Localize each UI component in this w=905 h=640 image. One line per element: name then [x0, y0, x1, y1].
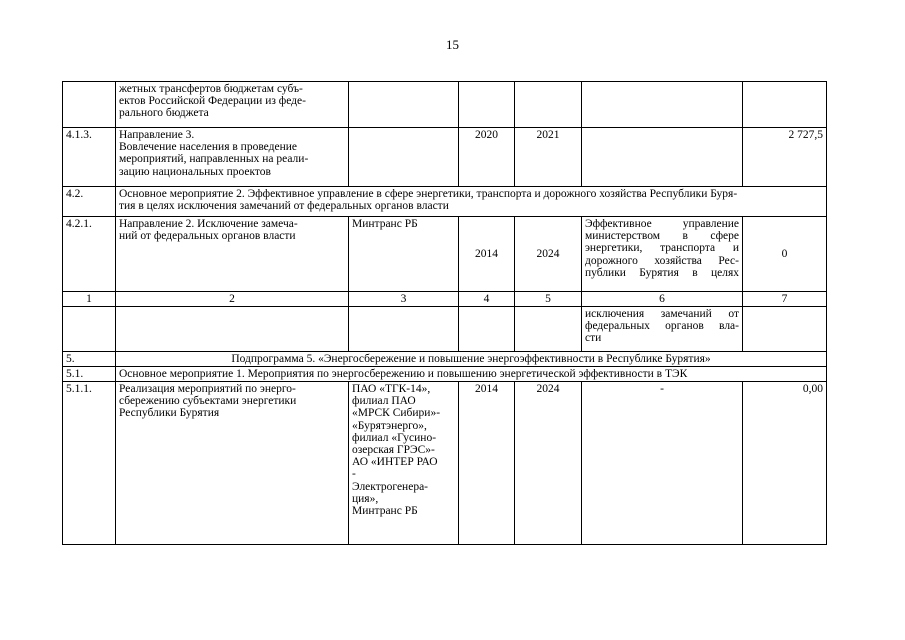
- cell-executor: [349, 128, 459, 187]
- cell-number: 4.2.1.: [63, 217, 116, 292]
- cell-name: жетных трансфертов бюджетам субъ- ектов Российской Федерации из феде- рального бюджета: [116, 82, 349, 128]
- cell-number: [63, 82, 116, 128]
- cell-result: Эффективное управление министерством в сфере энергетики, транспорта и дорожного хозяйства Рес- публики Бурятия в целях: [582, 217, 743, 292]
- cell-name: Подпрограмма 5. «Энергосбережение и повышение энергоэффективности в Республике Бурятия»: [116, 352, 827, 367]
- column-number-1: 1: [63, 292, 116, 307]
- cell-amount: 2 727,5: [743, 128, 827, 187]
- table-header-row: [63, 292, 827, 307]
- cell-number: 4.2.: [63, 187, 116, 217]
- column-number-6: 6: [582, 292, 743, 307]
- cell-end-year: 2021: [515, 128, 582, 187]
- cell-executor: Минтранс РБ: [349, 217, 459, 292]
- table-row-4-2-1: [63, 217, 827, 292]
- cell-executor: [349, 82, 459, 128]
- cell-end-year: [515, 82, 582, 128]
- page-number: 15: [446, 37, 459, 52]
- table-row-4-2-1-continuation: [63, 307, 827, 352]
- cell-executor: ПАО «ТГК-14», филиал ПАО «МРСК Сибири»- «Бурятэнерго», филиал «Гусино- озерская ГРЭС»- АО «ИНТЕР РАО - Электрогенера- ция», Минтранс РБ: [349, 382, 459, 545]
- cell-result: [582, 82, 743, 128]
- cell-end-year: 2024: [515, 217, 582, 292]
- cell-amount: [743, 307, 827, 352]
- table-row-5-1: [63, 367, 827, 382]
- cell-executor: [349, 307, 459, 352]
- table-row-5-1-1: [63, 382, 827, 545]
- cell-start-year: [459, 307, 515, 352]
- table-row-continuation: [63, 82, 827, 128]
- cell-name: Направление 3. Вовлечение населения в проведение мероприятий, направленных на реали- зацию национальных проектов: [116, 128, 349, 187]
- cell-result: -: [582, 382, 743, 545]
- cell-result: исключения замечаний от федеральных органов вла- сти: [582, 307, 743, 352]
- cell-name: Реализация мероприятий по энерго- сбережению субъектами энергетики Республики Бурятия: [116, 382, 349, 545]
- cell-name: Основное мероприятие 2. Эффективное управление в сфере энергетики, транспорта и дорожного хозяйства Республики Буря- тия в целях исключения замечаний от федеральных органов власти: [116, 187, 827, 217]
- table-row-4-1-3: [63, 128, 827, 187]
- cell-number: [63, 307, 116, 352]
- cell-name: Направление 2. Исключение замеча- ний от федеральных органов власти: [116, 217, 349, 292]
- cell-number: 5.: [63, 352, 116, 367]
- cell-name: [116, 307, 349, 352]
- cell-name: Основное мероприятие 1. Мероприятия по энергосбережению и повышению энергетической эффективности в ТЭК: [116, 367, 827, 382]
- column-number-2: 2: [116, 292, 349, 307]
- cell-number: 4.1.3.: [63, 128, 116, 187]
- cell-end-year: 2024: [515, 382, 582, 545]
- column-number-7: 7: [743, 292, 827, 307]
- cell-start-year: 2014: [459, 217, 515, 292]
- column-number-4: 4: [459, 292, 515, 307]
- cell-number: 5.1.1.: [63, 382, 116, 545]
- cell-amount: [743, 82, 827, 128]
- cell-start-year: [459, 82, 515, 128]
- cell-amount: 0: [743, 217, 827, 292]
- table-row-5: [63, 352, 827, 367]
- column-number-5: 5: [515, 292, 582, 307]
- cell-end-year: [515, 307, 582, 352]
- cell-result: [582, 128, 743, 187]
- program-table: [62, 81, 827, 545]
- cell-amount: 0,00: [743, 382, 827, 545]
- cell-start-year: 2014: [459, 382, 515, 545]
- cell-number: 5.1.: [63, 367, 116, 382]
- cell-start-year: 2020: [459, 128, 515, 187]
- column-number-3: 3: [349, 292, 459, 307]
- table-row-4-2: [63, 187, 827, 217]
